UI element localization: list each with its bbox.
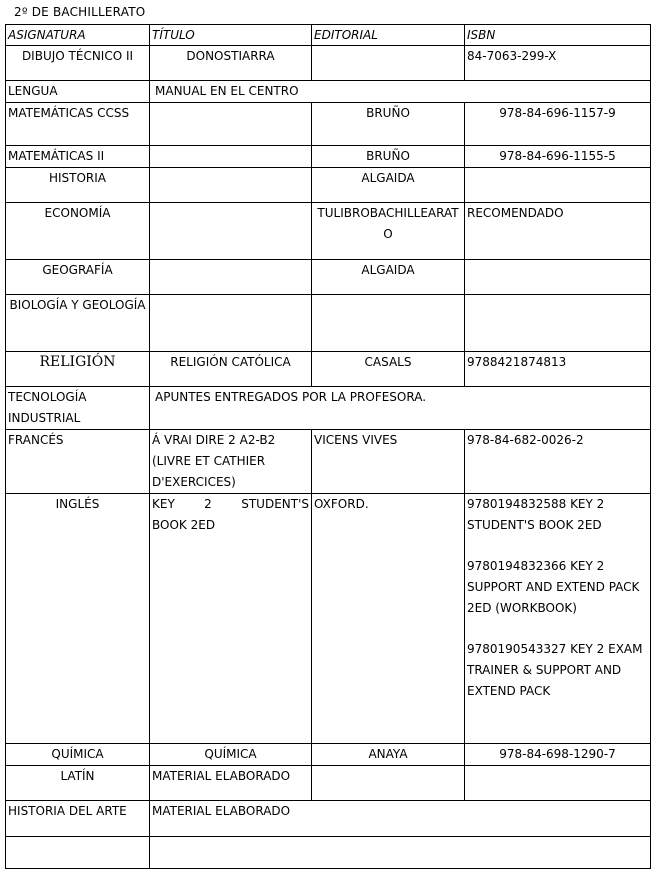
- row-publisher: BRUÑO: [312, 146, 465, 168]
- title-line: KEY 2 STUDENT'S: [152, 497, 309, 511]
- isbn-entry: 9780190543327 KEY 2 EXAM TRAINER & SUPPORT AND EXTEND PACK: [467, 642, 643, 698]
- row-isbn: 978-84-696-1155-5: [465, 146, 651, 168]
- table-row: [6, 744, 651, 766]
- row-title: KEY 2 STUDENT'S BOOK 2ED: [150, 494, 312, 744]
- row-title: QUÍMICA: [150, 744, 312, 766]
- row-title: [150, 146, 312, 168]
- row-title: MANUAL EN EL CENTRO: [150, 81, 651, 103]
- table-row: [6, 146, 651, 168]
- table-row: [6, 203, 651, 260]
- table-row: [6, 81, 651, 103]
- row-isbn: [465, 168, 651, 203]
- table-row: [6, 801, 651, 837]
- row-isbn: 978-84-698-1290-7: [465, 744, 651, 766]
- row-subject: RELIGIÓN: [6, 352, 150, 387]
- row-publisher: [312, 766, 465, 801]
- table-row: [6, 46, 651, 81]
- row-title: [150, 203, 312, 260]
- table-header-row: [6, 25, 651, 46]
- row-subject: LENGUA: [6, 81, 150, 103]
- row-title: [150, 260, 312, 295]
- table-row: [6, 260, 651, 295]
- row-publisher: OXFORD.: [312, 494, 465, 744]
- row-publisher: ANAYA: [312, 744, 465, 766]
- column-header-title: TÍTULO: [150, 25, 312, 46]
- row-subject: HISTORIA: [6, 168, 150, 203]
- table-row: [6, 103, 651, 146]
- table-row: [6, 352, 651, 387]
- isbn-entry: 9780194832588 KEY 2 STUDENT'S BOOK 2ED: [467, 497, 605, 532]
- row-publisher: VICENS VIVES: [312, 430, 465, 494]
- table-row: [6, 387, 651, 430]
- table-row: [6, 494, 651, 744]
- row-subject: DIBUJO TÉCNICO II: [6, 46, 150, 81]
- row-isbn: [465, 260, 651, 295]
- row-subject: [6, 837, 150, 869]
- row-title: [150, 295, 312, 352]
- row-subject: QUÍMICA: [6, 744, 150, 766]
- table-row: [6, 837, 651, 869]
- column-header-subject: ASIGNATURA: [6, 25, 150, 46]
- row-subject: FRANCÉS: [6, 430, 150, 494]
- row-subject: MATEMÁTICAS CCSS: [6, 103, 150, 146]
- table-row: [6, 168, 651, 203]
- row-subject: TECNOLOGÍA INDUSTRIAL: [6, 387, 150, 430]
- column-header-isbn: ISBN: [465, 25, 651, 46]
- document-heading: 2º DE BACHILLERATO: [14, 5, 146, 19]
- table-row: [6, 430, 651, 494]
- textbook-table: [5, 24, 651, 869]
- row-isbn: [465, 494, 651, 744]
- row-title: APUNTES ENTREGADOS POR LA PROFESORA.: [150, 387, 651, 430]
- row-isbn: 978-84-696-1157-9: [465, 103, 651, 146]
- row-subject: BIOLOGÍA Y GEOLOGÍA: [6, 295, 150, 352]
- row-title: MATERIAL ELABORADO: [150, 801, 651, 837]
- row-publisher: [312, 46, 465, 81]
- row-title: [150, 103, 312, 146]
- table-row: [6, 295, 651, 352]
- row-subject: GEOGRAFÍA: [6, 260, 150, 295]
- row-title: MATERIAL ELABORADO: [150, 766, 312, 801]
- row-subject: HISTORIA DEL ARTE: [6, 801, 150, 837]
- row-title: DONOSTIARRA: [150, 46, 312, 81]
- row-subject: INGLÉS: [6, 494, 150, 744]
- row-subject: MATEMÁTICAS II: [6, 146, 150, 168]
- row-title: [150, 168, 312, 203]
- row-subject: ECONOMÍA: [6, 203, 150, 260]
- table-row: [6, 766, 651, 801]
- row-isbn: [465, 766, 651, 801]
- column-header-publisher: EDITORIAL: [312, 25, 465, 46]
- row-title: RELIGIÓN CATÓLICA: [150, 352, 312, 387]
- row-title: [150, 837, 651, 869]
- row-publisher: ALGAIDA: [312, 260, 465, 295]
- row-isbn: RECOMENDADO: [465, 203, 651, 260]
- row-subject: LATÍN: [6, 766, 150, 801]
- isbn-entry: 9780194832366 KEY 2 SUPPORT AND EXTEND PACK 2ED (WORKBOOK): [467, 559, 640, 615]
- row-publisher: ALGAIDA: [312, 168, 465, 203]
- row-isbn: 84-7063-299-X: [465, 46, 651, 81]
- row-title: Á VRAI DIRE 2 A2-B2 (LIVRE ET CATHIER D'EXERCICES): [150, 430, 312, 494]
- row-publisher: [312, 295, 465, 352]
- row-publisher: BRUÑO: [312, 103, 465, 146]
- row-publisher: CASALS: [312, 352, 465, 387]
- row-isbn: 978-84-682-0026-2: [465, 430, 651, 494]
- row-isbn: 9788421874813: [465, 352, 651, 387]
- row-isbn: [465, 295, 651, 352]
- row-publisher: TULIBROBACHILLEARATO: [312, 203, 465, 260]
